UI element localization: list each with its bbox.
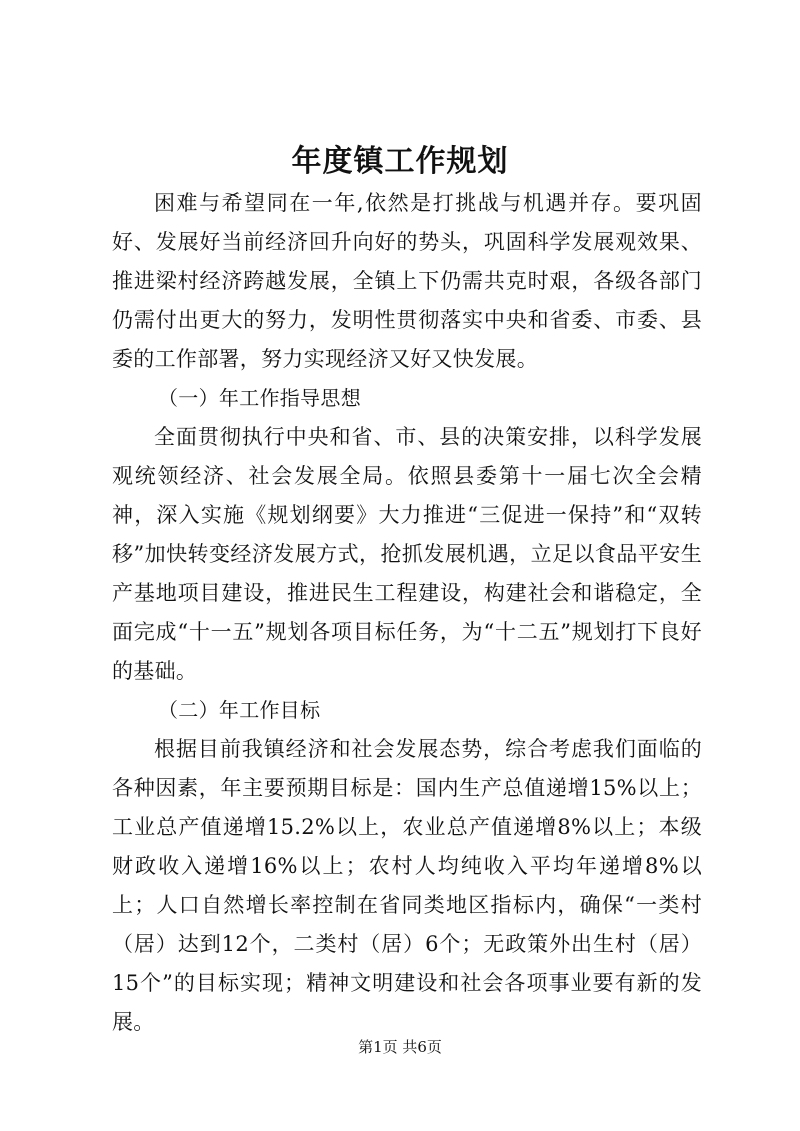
document-body [112, 184, 702, 1042]
section-paragraph-work-goals: 根据目前我镇经济和社会发展态势，综合考虑我们面临的各种因素，年主要预期目标是：国内生产总值递增15%以上；工业总产值递增15.2%以上，农业总产值递增8%以上；本级财政收入递增16%以上；农村人均纯收入平均年递增8%以上；人口自然增长率控制在省同类地区指标内，确保“一类村（居）达到12个，二类村（居）6个；无政策外出生村（居）15个”的目标实现；精神文明建设和社会各项事业要有新的发展。 [112, 737, 702, 1034]
section-heading-work-goals: （二）年工作目标 [158, 698, 321, 722]
intro-paragraph: 困难与希望同在一年,依然是打挑战与机遇并存。要巩固好、发展好当前经济回升向好的势头，巩固科学发展观效果、推进梁村经济跨越发展，全镇上下仍需共克时艰，各级各部门仍需付出更大的努力，发明性贯彻落实中央和省委、市委、县委的工作部署，努力实现经济又好又快发展。 [112, 191, 702, 371]
section-paragraph-guiding-ideology: 全面贯彻执行中央和省、市、县的决策安排，以科学发展观统领经济、社会发展全局。依照县委第十一届七次全会精神，深入实施《规划纲要》大力推进“三促进一保持”和“双转移”加快转变经济发展方式，抢抓发展机遇，立足以食品平安生产基地项目建设，推进民生工程建设，构建社会和谐稳定，全面完成“十一五”规划各项目标任务，为“十二五”规划打下良好的基础。 [112, 425, 702, 683]
page-number-footer: 第1页 共6页 [358, 1038, 442, 1056]
document-title: 年度镇工作规划 [291, 144, 509, 179]
section-heading-guiding-ideology: （一）年工作指导思想 [158, 386, 361, 410]
